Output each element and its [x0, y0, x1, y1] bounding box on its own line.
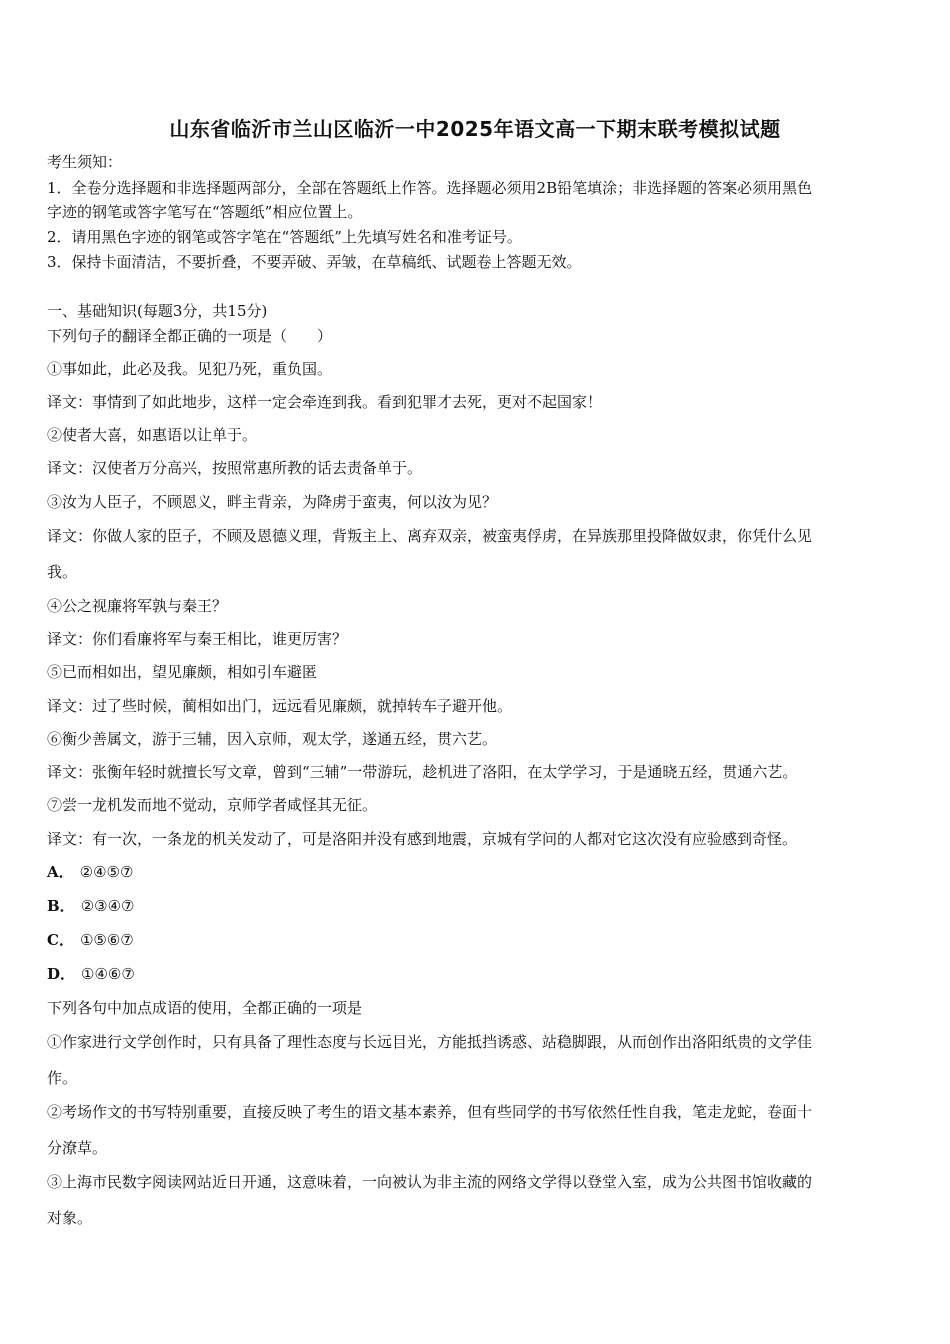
q1-translation-4: 译文：你们看廉将军与秦王相比，谁更厉害？	[47, 630, 348, 648]
q2-sentence-3-cont: 对象。	[47, 1209, 93, 1227]
q1-sentence-4: ④公之视廉将军孰与秦王？	[47, 597, 228, 615]
q1-sentence-7: ⑦尝一龙机发而地不觉动，京师学者咸怪其无征。	[47, 796, 378, 814]
q1-option-a[interactable]	[47, 862, 133, 882]
q2-sentence-3: ③上海市民数字阅读网站近日开通，这意味着，一向被认为非主流的网络文学得以登堂入室，成为公共图书馆收藏的	[47, 1173, 813, 1191]
q1-option-c[interactable]	[47, 930, 134, 950]
q2-sentence-1: ①作家进行文学创作时，只有具备了理性态度与长远目光，方能抵挡诱惑、站稳脚跟，从而创作出洛阳纸贵的文学佳	[47, 1033, 813, 1051]
q1-sentence-1: ①事如此，此必及我。见犯乃死，重负国。	[47, 360, 333, 378]
q1-translation-3: 译文：你做人家的臣子，不顾及恩德义理，背叛主上、离弃双亲，被蛮夷俘虏，在异族那里投降做奴隶，你凭什么见	[47, 527, 813, 545]
option-label: A．	[47, 863, 74, 881]
q1-translation-5: 译文：过了些时候，蔺相如出门，远远看见廉颇，就掉转车子避开他。	[47, 697, 513, 715]
q2-sentence-1-cont: 作。	[47, 1069, 78, 1087]
option-value: ②④⑤⑦	[79, 863, 134, 881]
notice-item-1: 1．全卷分选择题和非选择题两部分，全部在答题纸上作答。选择题必须用2B铅笔填涂；非选择题的答案必须用黑色	[47, 179, 813, 197]
option-value: ①④⑥⑦	[81, 965, 135, 983]
q1-sentence-6: ⑥衡少善属文，游于三辅，因入京师，观太学，遂通五经，贯六艺。	[47, 730, 498, 748]
option-value: ②③④⑦	[80, 897, 135, 915]
option-label: C．	[47, 931, 74, 949]
q2-sentence-2-cont: 分潦草。	[47, 1139, 108, 1157]
option-value: ①⑤⑥⑦	[79, 931, 134, 949]
q1-translation-6: 译文：张衡年轻时就擅长写文章，曾到“三辅”一带游玩，趁机进了洛阳，在太学学习，于是通晓五经，贯通六艺。	[47, 763, 798, 781]
q1-option-b[interactable]	[47, 896, 134, 916]
q1-translation-3-cont: 我。	[47, 563, 78, 581]
notice-item-3: 3．保持卡面清洁，不要折叠，不要弄破、弄皱，在草稿纸、试题卷上答题无效。	[47, 253, 582, 271]
notice-item-1-cont: 字迹的钢笔或答字笔写在“答题纸”相应位置上。	[47, 203, 363, 221]
section-heading: 一、基础知识(每题3分，共15分)	[47, 302, 268, 320]
q2-sentence-2: ②考场作文的书写特别重要，直接反映了考生的语文基本素养，但有些同学的书写依然任性自我，笔走龙蛇，卷面十	[47, 1103, 813, 1121]
option-label: B．	[47, 897, 75, 915]
q1-translation-1: 译文：事情到了如此地步，这样一定会牵连到我。看到犯罪才去死，更对不起国家！	[47, 393, 603, 411]
option-label: D．	[47, 965, 76, 983]
q1-translation-7: 译文：有一次，一条龙的机关发动了，可是洛阳并没有感到地震，京城有学问的人都对它这次没有应验感到奇怪。	[47, 830, 798, 848]
notice-heading: 考生须知：	[47, 153, 123, 171]
question-2-stem: 下列各句中加点成语的使用，全都正确的一项是	[47, 999, 363, 1017]
page-title: 山东省临沂市兰山区临沂一中2025年语文高一下期末联考模拟试题	[169, 117, 781, 141]
q1-translation-2: 译文：汉使者万分高兴，按照常惠所教的话去责备单于。	[47, 459, 423, 477]
q1-sentence-2: ②使者大喜，如惠语以让单于。	[47, 426, 258, 444]
notice-item-2: 2．请用黑色字迹的钢笔或答字笔在“答题纸”上先填写姓名和准考证号。	[47, 228, 522, 246]
q1-sentence-3: ③汝为人臣子，不顾恩义，畔主背亲，为降虏于蛮夷，何以汝为见？	[47, 493, 498, 511]
question-1-stem: 下列句子的翻译全都正确的一项是（ ）	[47, 327, 333, 345]
q1-option-d[interactable]	[47, 964, 135, 984]
q1-sentence-5: ⑤已而相如出，望见廉颇，相如引车避匿	[47, 663, 318, 681]
